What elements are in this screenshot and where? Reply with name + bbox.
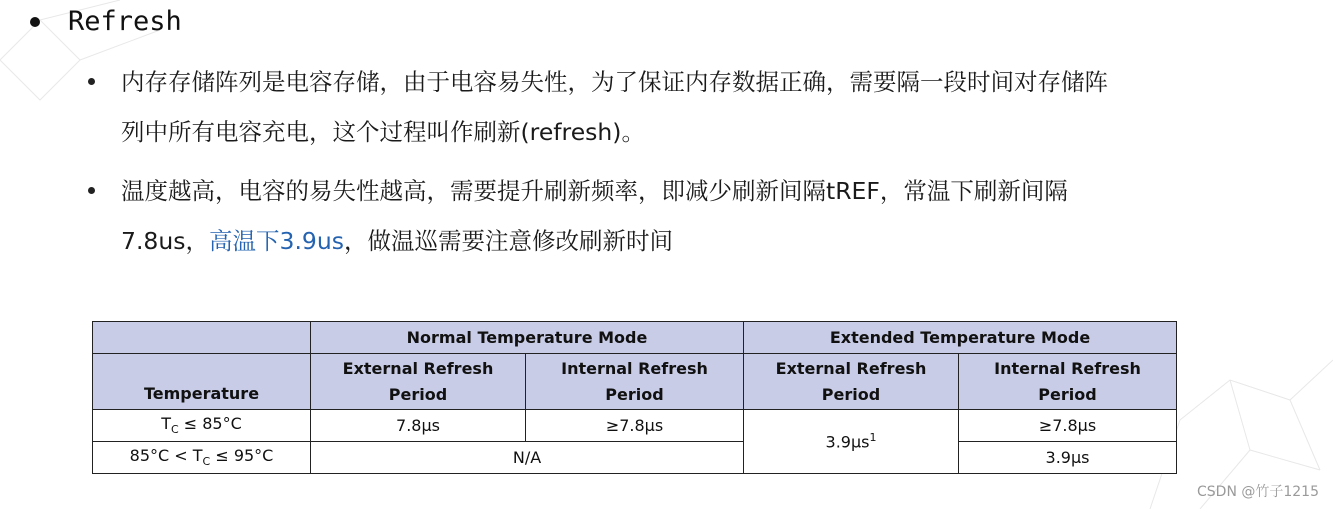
table-header-row-2 — [93, 354, 1177, 410]
table-header-row-1 — [93, 322, 1177, 354]
header-normal-mode: Normal Temperature Mode — [311, 322, 744, 354]
bullet-1-line-2: 列中所有电容充电，这个过程叫作刷新(refresh)。 — [121, 118, 645, 146]
cell-normal-na: N/A — [311, 442, 744, 474]
refresh-table-container — [92, 321, 1177, 474]
cell-extended-internal-row2: 3.9µs — [959, 442, 1177, 474]
header-extended-internal: Internal Refresh Period — [959, 354, 1177, 410]
header-empty-cell — [93, 322, 311, 354]
bullet-dot-icon — [88, 78, 95, 85]
bullet-dot-icon — [88, 187, 95, 194]
highlight-text: 高温下3.9us — [209, 227, 345, 255]
heading-refresh: Refresh — [68, 6, 182, 37]
bullet-dot-icon — [30, 17, 40, 27]
table-row — [93, 410, 1177, 442]
refresh-period-table — [92, 321, 1177, 474]
bullet-1-line-1: 内存存储阵列是电容存储，由于电容易失性，为了保证内存数据正确，需要隔一段时间对存储阵 — [121, 68, 1108, 96]
line-2-prefix: 7.8us， — [121, 227, 210, 255]
cell-extended-internal-row1: ≥7.8µs — [959, 410, 1177, 442]
cell-extended-external-merged: 3.9µs$^1$ — [744, 410, 959, 474]
cell-normal-external: 7.8µs — [311, 410, 526, 442]
line-2-suffix: ，做温巡需要注意修改刷新时间 — [344, 227, 674, 255]
cell-normal-internal: ≥7.8µs — [526, 410, 744, 442]
csdn-watermark: CSDN @竹子1215 — [1197, 484, 1319, 500]
header-extended-mode: Extended Temperature Mode — [744, 322, 1177, 354]
header-extended-external: External Refresh Period — [744, 354, 959, 410]
heading-bullet — [30, 6, 182, 37]
header-temperature: Temperature — [93, 354, 311, 410]
cell-temp-normal: $T_C \le 85^\circ C$ — [93, 410, 311, 442]
table-row — [93, 442, 1177, 474]
header-normal-external: External Refresh Period — [311, 354, 526, 410]
header-normal-internal: Internal Refresh Period — [526, 354, 744, 410]
bullet-2-line-2 — [121, 216, 673, 266]
cell-temp-extended: $85^\circ C < T_C \le 95^\circ C$ — [93, 442, 311, 474]
bullet-2-line-1: 温度越高，电容的易失性越高，需要提升刷新频率，即减少刷新间隔tREF，常温下刷新间隔 — [121, 177, 1068, 205]
